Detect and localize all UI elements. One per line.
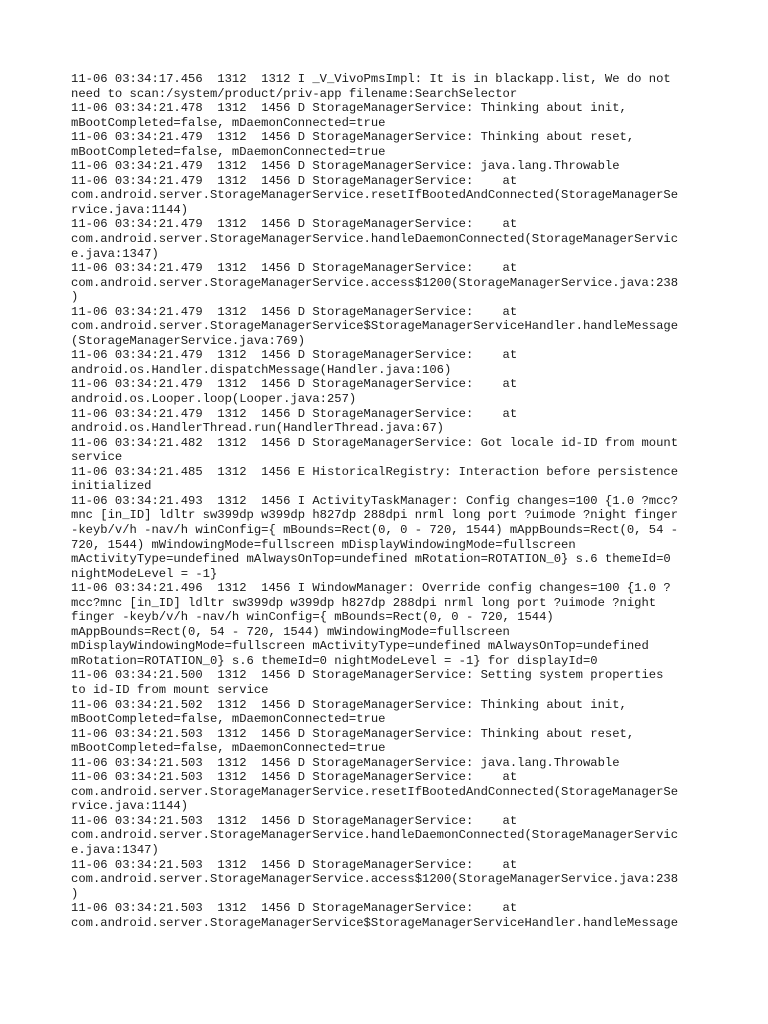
log-line: 11-06 03:34:21.503 1312 1456 D StorageManagerService: Thinking about reset, — [71, 726, 635, 741]
log-line: rvice.java:1144) — [71, 799, 189, 814]
log-line: com.android.server.StorageManagerService.handleDaemonConnected(StorageManagerServic — [71, 828, 679, 843]
log-line: finger -keyb/v/h -nav/h winConfig={ mBounds=Rect(0, 0 - 720, 1544) — [71, 610, 554, 625]
log-line: 11-06 03:34:21.479 1312 1456 D StorageManagerService: at — [71, 217, 518, 232]
log-line: mBootCompleted=false, mDaemonConnected=true — [71, 115, 386, 130]
log-line: android.os.Handler.dispatchMessage(Handler.java:106) — [71, 362, 452, 377]
log-line: 11-06 03:34:21.500 1312 1456 D StorageManagerService: Setting system properties — [71, 668, 664, 683]
log-line: ) — [71, 886, 79, 901]
log-line: mBootCompleted=false, mDaemonConnected=true — [71, 712, 386, 727]
log-line: 11-06 03:34:21.479 1312 1456 D StorageManagerService: at — [71, 173, 518, 188]
log-line: rvice.java:1144) — [71, 202, 189, 217]
log-line: 11-06 03:34:21.479 1312 1456 D StorageManagerService: java.lang.Throwable — [71, 159, 620, 174]
log-document — [71, 72, 701, 930]
log-line: mAppBounds=Rect(0, 54 - 720, 1544) mWindowingMode=fullscreen — [71, 624, 510, 639]
log-line: mnc [in_ID] ldltr sw399dp w399dp h827dp 288dpi nrml long port ?uimode ?night finger — [71, 508, 679, 523]
log-line: mRotation=ROTATION_0} s.6 themeId=0 nightModeLevel = -1} for displayId=0 — [71, 653, 598, 668]
log-line: mBootCompleted=false, mDaemonConnected=true — [71, 144, 386, 159]
log-line: e.java:1347) — [71, 842, 159, 857]
log-line: mcc?mnc [in_ID] ldltr sw399dp w399dp h827dp 288dpi nrml long port ?uimode ?night — [71, 595, 657, 610]
log-line: com.android.server.StorageManagerService.access$1200(StorageManagerService.java:238 — [71, 872, 679, 887]
log-line: 11-06 03:34:21.502 1312 1456 D StorageManagerService: Thinking about init, — [71, 697, 627, 712]
log-line: 11-06 03:34:21.479 1312 1456 D StorageManagerService: Thinking about reset, — [71, 130, 635, 145]
log-line: ) — [71, 290, 79, 305]
log-line: 11-06 03:34:21.503 1312 1456 D StorageManagerService: at — [71, 813, 518, 828]
log-line: nightModeLevel = -1} — [71, 566, 218, 581]
log-line: com.android.server.StorageManagerService.handleDaemonConnected(StorageManagerServic — [71, 232, 679, 247]
log-line: com.android.server.StorageManagerService.access$1200(StorageManagerService.java:238 — [71, 275, 679, 290]
log-line: 11-06 03:34:21.482 1312 1456 D StorageManagerService: Got locale id-ID from mount — [71, 435, 679, 450]
log-line: android.os.HandlerThread.run(HandlerThread.java:67) — [71, 421, 444, 436]
log-line: 11-06 03:34:21.485 1312 1456 E HistoricalRegistry: Interaction before persistence — [71, 464, 679, 479]
log-line: need to scan:/system/product/priv-app filename:SearchSelector — [71, 86, 518, 101]
log-line: -keyb/v/h -nav/h winConfig={ mBounds=Rect(0, 0 - 720, 1544) mAppBounds=Rect(0, 54 - — [71, 522, 679, 537]
log-line: (StorageManagerService.java:769) — [71, 333, 306, 348]
log-line: com.android.server.StorageManagerService.resetIfBootedAndConnected(StorageManagerSe — [71, 784, 679, 799]
log-line: 11-06 03:34:21.503 1312 1456 D StorageManagerService: java.lang.Throwable — [71, 755, 620, 770]
log-line: 11-06 03:34:21.503 1312 1456 D StorageManagerService: at — [71, 857, 518, 872]
log-line: 11-06 03:34:21.479 1312 1456 D StorageManagerService: at — [71, 261, 518, 276]
log-line: initialized — [71, 479, 152, 494]
log-line: to id-ID from mount service — [71, 682, 269, 697]
log-line: mDisplayWindowingMode=fullscreen mActivityType=undefined mAlwaysOnTop=undefined — [71, 639, 649, 654]
log-line: 11-06 03:34:21.503 1312 1456 D StorageManagerService: at — [71, 901, 518, 916]
log-line: 11-06 03:34:21.496 1312 1456 I WindowManager: Override config changes=100 {1.0 ? — [71, 581, 671, 596]
log-line: mBootCompleted=false, mDaemonConnected=true — [71, 741, 386, 756]
log-line: com.android.server.StorageManagerService.resetIfBootedAndConnected(StorageManagerSe — [71, 188, 679, 203]
log-line: 11-06 03:34:21.479 1312 1456 D StorageManagerService: at — [71, 406, 518, 421]
log-line: 11-06 03:34:21.479 1312 1456 D StorageManagerService: at — [71, 377, 518, 392]
log-line: mActivityType=undefined mAlwaysOnTop=undefined mRotation=ROTATION_0} s.6 themeId=0 — [71, 552, 671, 567]
log-line: service — [71, 450, 123, 465]
log-line: 11-06 03:34:21.503 1312 1456 D StorageManagerService: at — [71, 770, 518, 785]
log-line: android.os.Looper.loop(Looper.java:257) — [71, 392, 357, 407]
log-line: 11-06 03:34:21.478 1312 1456 D StorageManagerService: Thinking about init, — [71, 101, 627, 116]
log-line: 11-06 03:34:17.456 1312 1312 I _V_VivoPmsImpl: It is in blackapp.list, We do not — [71, 72, 671, 86]
log-line: 720, 1544) mWindowingMode=fullscreen mDisplayWindowingMode=fullscreen — [71, 537, 576, 552]
log-line: 11-06 03:34:21.479 1312 1456 D StorageManagerService: at — [71, 304, 518, 319]
log-line: 11-06 03:34:21.493 1312 1456 I ActivityTaskManager: Config changes=100 {1.0 ?mcc? — [71, 493, 679, 508]
log-line: com.android.server.StorageManagerService$StorageManagerServiceHandler.handleMessage — [71, 319, 679, 334]
log-line: 11-06 03:34:21.479 1312 1456 D StorageManagerService: at — [71, 348, 518, 363]
log-line: e.java:1347) — [71, 246, 159, 261]
log-line: com.android.server.StorageManagerService$StorageManagerServiceHandler.handleMessage — [71, 915, 679, 930]
